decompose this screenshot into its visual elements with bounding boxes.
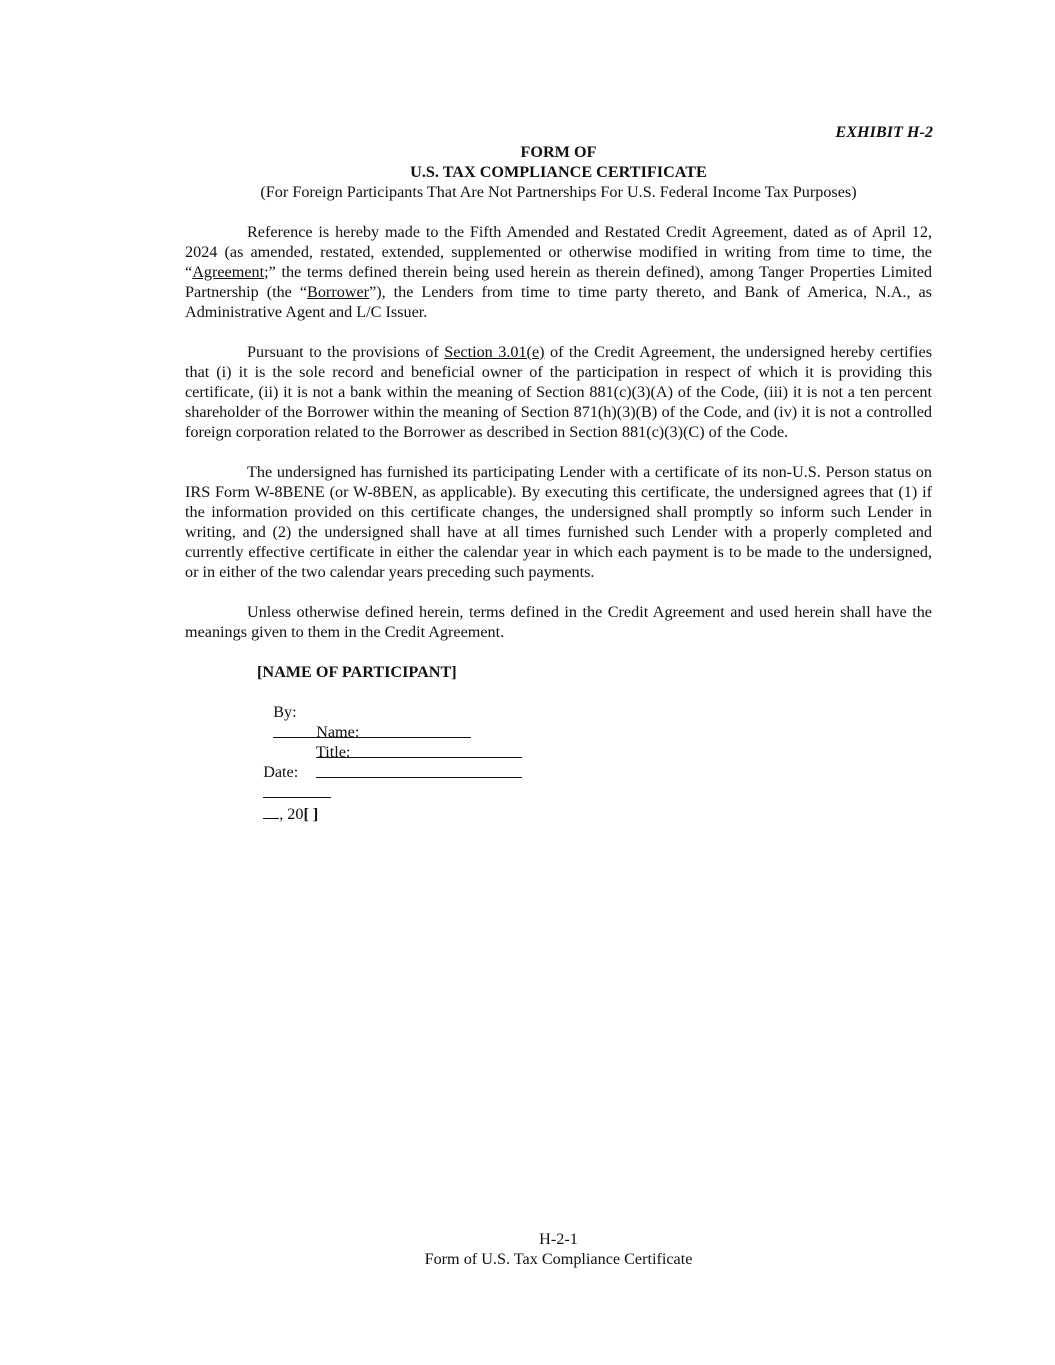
title-form-of: FORM OF <box>520 143 597 161</box>
subtitle: (For Foreign Participants That Are Not Partnerships For U.S. Federal Income Tax Purposes) <box>260 183 857 201</box>
date-year-bracket: [ ] <box>303 805 319 823</box>
date-year-prefix: , 20 <box>279 805 304 823</box>
signature-date-line <box>247 742 331 844</box>
footer-caption: Form of U.S. Tax Compliance Certificate <box>424 1250 693 1268</box>
participant-name-placeholder: [NAME OF PARTICIPANT] <box>257 663 457 681</box>
paragraph-reference <box>185 222 932 322</box>
date-day-blank <box>263 803 279 819</box>
paragraph-certification-text-1: Pursuant to the provisions of <box>247 343 445 361</box>
paragraph-status: The undersigned has furnished its participating Lender with a certificate of its non-U.S. Person status on IRS Form W-8BENE (or W-8BEN, as applicable). By executing this certificate, the undersigned agrees that (1) if the information provided on this certificate changes, the undersigned shall promptly so inform such Lender in writing, and (2) the undersigned shall have at all times furnished such Lender with a properly completed and currently effective certificate in either the calendar year in which each payment is to be made to the undersigned, or in either of the two calendar years preceding such payments. <box>185 463 932 581</box>
paragraph-reference-text-2: ;” the terms defined therein being used herein as therein defined), among Tanger Properties Limited Partnership (the “ <box>185 263 932 301</box>
signature-title-line <box>300 722 522 803</box>
section-reference: Section 3.01(e) <box>444 343 545 361</box>
paragraph-definitions: Unless otherwise defined herein, terms defined in the Credit Agreement and used herein shall have the meanings given to them in the Credit Agreement. <box>185 603 932 641</box>
date-month-blank <box>263 782 331 798</box>
footer-page-number: H-2-1 <box>539 1230 578 1248</box>
paragraph-reference-text-1: Reference is hereby made to the Fifth Amended and Restated Credit Agreement, dated as of April 12, 2024 (as amended, restated, extended, supplemented or otherwise modified in writing from time to time, the “ <box>185 223 932 281</box>
paragraph-certification <box>185 342 932 442</box>
paragraph-certification-text-2: of the Credit Agreement, the undersigned hereby certifies that (i) it is the sole record and beneficial owner of the participation in respect of which it is providing this certificate, (ii) it is not a bank within the meaning of Section 881(c)(3)(A) of the Code, (iii) it is not a ten percent shareholder of the Borrower within the meaning of Section 871(h)(3)(B) of the Code, and (iv) it is not a controlled foreign corporation related to the Borrower as described in Section 881(c)(3)(C) of the Code. <box>185 343 932 441</box>
name-label: Name: <box>316 723 360 741</box>
exhibit-label: EXHIBIT H-2 <box>835 123 933 141</box>
title-label: Title: <box>315 743 351 761</box>
borrower-term: Borrower <box>307 283 370 301</box>
date-label: Date: <box>263 763 299 781</box>
agreement-term: Agreement <box>192 263 265 281</box>
by-label: By: <box>273 703 297 721</box>
title-certificate: U.S. TAX COMPLIANCE CERTIFICATE <box>410 163 707 181</box>
paragraph-reference-text-3: ”), the Lenders from time to time party thereto, and Bank of America, N.A., as Administrative Agent and L/C Issuer. <box>185 283 932 321</box>
title-blank <box>316 762 522 778</box>
